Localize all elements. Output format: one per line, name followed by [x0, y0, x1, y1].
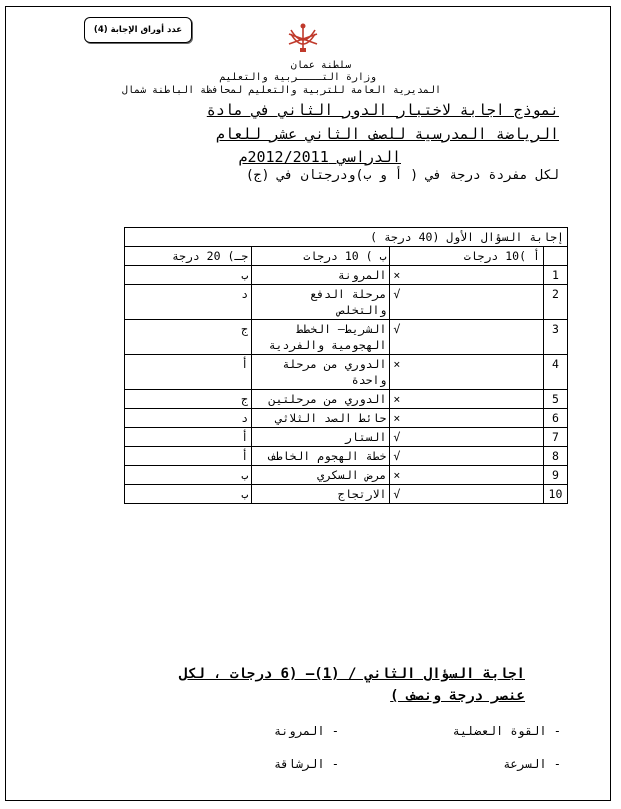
- question2-item: - السرعة: [503, 757, 561, 771]
- answer-c: ب: [125, 266, 252, 285]
- question2-heading-line1: اجابة السؤال الثاني / (1)– (6 درجات ، لكل: [179, 666, 525, 682]
- answer-b: المرونة: [252, 266, 390, 285]
- question1-answer-table: [124, 227, 568, 504]
- table-row: [125, 320, 568, 355]
- answer-a: ×: [390, 266, 544, 285]
- answer-c: ج: [125, 390, 252, 409]
- answer-c: أ: [125, 428, 252, 447]
- answer-b: حائط الصد الثلاثي: [252, 409, 390, 428]
- table-row: [125, 428, 568, 447]
- question2-item: - المرونة: [273, 724, 339, 738]
- answer-a: √: [390, 447, 544, 466]
- answer-a: √: [390, 428, 544, 447]
- answer-a: ×: [390, 466, 544, 485]
- answer-c: د: [125, 285, 252, 320]
- table-header-a: أ )10 درجات: [390, 247, 544, 266]
- header-ministry: وزارة التــــربية والتعليم: [219, 72, 376, 83]
- row-number: 9: [543, 466, 567, 485]
- answer-a: ×: [390, 355, 544, 390]
- answer-a: ×: [390, 409, 544, 428]
- question2-item: - الرشاقة: [273, 757, 339, 771]
- answer-b: مرحلة الدفع والتخلص: [252, 285, 390, 320]
- question2-item: - القوة العضلية: [452, 724, 561, 738]
- row-number: 6: [543, 409, 567, 428]
- answer-a: ×: [390, 390, 544, 409]
- answer-b: الارتجاج: [252, 485, 390, 504]
- answer-b: مرض السكري: [252, 466, 390, 485]
- oman-emblem-icon: [283, 20, 323, 56]
- grading-note: لكل مفردة درجة في ( أ و ب)ودرجتان في (ج): [245, 168, 559, 183]
- question1-heading: إجابة السؤال الأول (40 درجة ): [125, 228, 568, 247]
- answer-c: أ: [125, 447, 252, 466]
- answer-sheets-count-badge: عدد أوراق الإجابة (4): [84, 17, 192, 43]
- table-row: [125, 266, 568, 285]
- answer-c: د: [125, 409, 252, 428]
- table-header-b: ب ) 10 درجات: [252, 247, 390, 266]
- table-row: [125, 285, 568, 320]
- row-number: 5: [543, 390, 567, 409]
- answer-b: خطة الهجوم الخاطف: [252, 447, 390, 466]
- answer-c: ب: [125, 466, 252, 485]
- table-row: [125, 485, 568, 504]
- answer-c: ج: [125, 320, 252, 355]
- answer-b: الشريط– الخطط الهجومية والفردية: [252, 320, 390, 355]
- answer-b: الستار: [252, 428, 390, 447]
- header-directorate: المديرية العامة للتربية والتعليم لمحافظة الباطنة شمال: [121, 85, 441, 96]
- exam-title-line1: نموذج اجابة لاختبار الدور الثاني في مادة: [206, 101, 559, 119]
- row-number: 4: [543, 355, 567, 390]
- table-row: [125, 447, 568, 466]
- exam-title-line2: الرياضة المدرسية للصف الثاني عشر للعام: [215, 125, 559, 143]
- table-row: [125, 355, 568, 390]
- row-number: 10: [543, 485, 567, 504]
- answer-a: √: [390, 485, 544, 504]
- table-header-num: [543, 247, 567, 266]
- row-number: 8: [543, 447, 567, 466]
- answer-c: أ: [125, 355, 252, 390]
- answer-a: √: [390, 285, 544, 320]
- row-number: 2: [543, 285, 567, 320]
- answer-c: ب: [125, 485, 252, 504]
- answer-a: √: [390, 320, 544, 355]
- exam-title-line3: الدراسي 2012/2011م: [238, 148, 401, 166]
- table-row: [125, 409, 568, 428]
- table-header-c: جـ) 20 درجة: [125, 247, 252, 266]
- row-number: 7: [543, 428, 567, 447]
- row-number: 3: [543, 320, 567, 355]
- question2-heading-line2: عنصر درجة ونصف ): [390, 688, 525, 704]
- row-number: 1: [543, 266, 567, 285]
- table-row: [125, 390, 568, 409]
- answer-b: الدوري من مرحلتين: [252, 390, 390, 409]
- header-sultanate: سلطنة عمان: [290, 60, 351, 71]
- table-row: [125, 466, 568, 485]
- answer-b: الدوري من مرحلة واحدة: [252, 355, 390, 390]
